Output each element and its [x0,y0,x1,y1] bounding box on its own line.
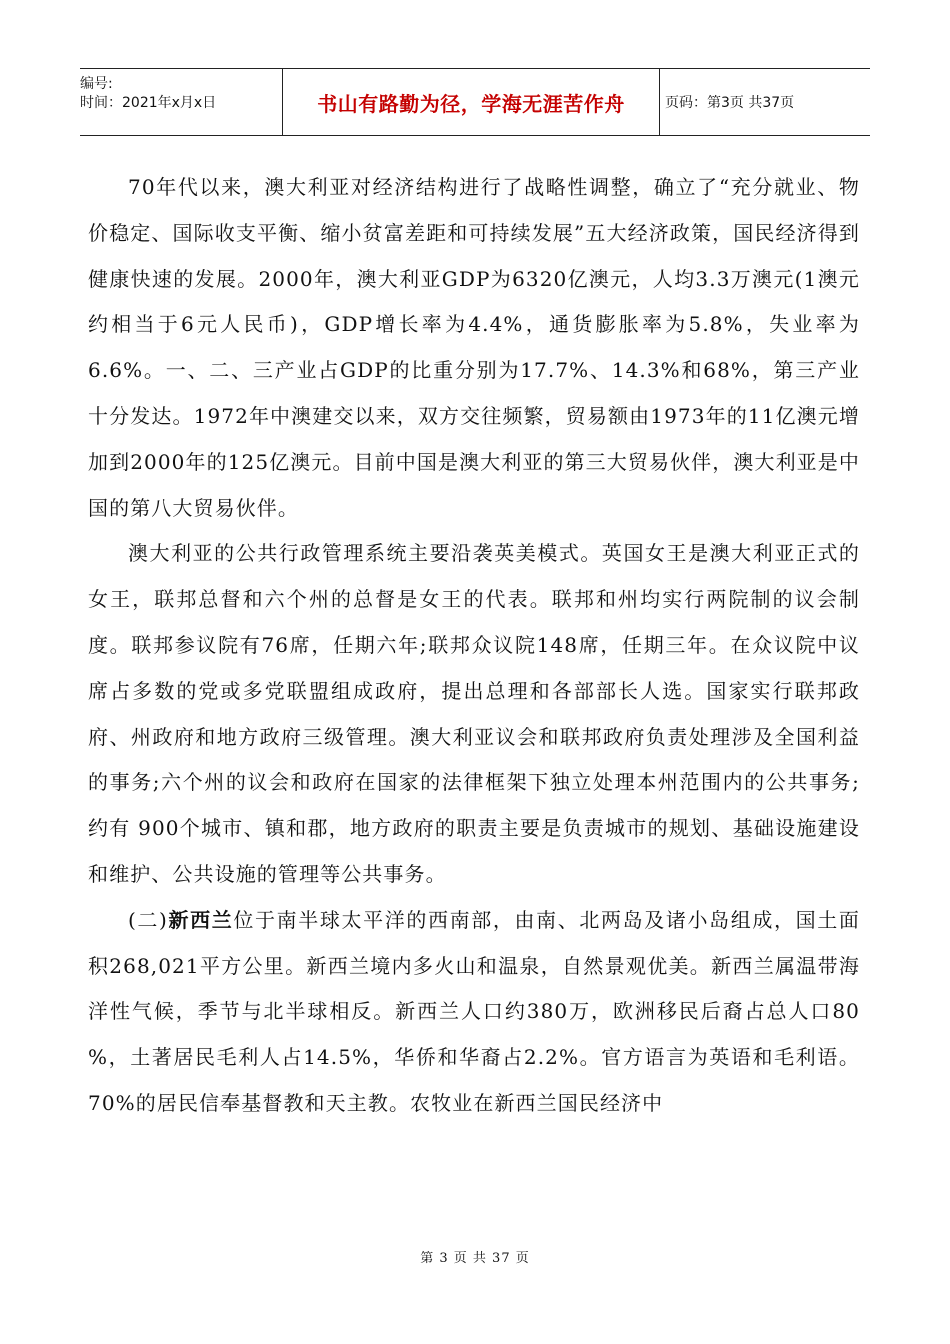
paragraph-australia-economy: 70年代以来，澳大利亚对经济结构进行了战略性调整，确立了“充分就业、物价稳定、国际收支平衡、缩小贫富差距和可持续发展”五大经济政策，国民经济得到健康快速的发展。2000年，澳大利亚GDP为6320亿澳元，人均3.3万澳元(1澳元约相当于6元人民币)，GDP增长率为4.4%，通货膨胀率为5.8%，失业率为6.6%。一、二、三产业占GDP的比重分别为17.7%、14.3%和68%，第三产业十分发达。1972年中澳建交以来，双方交往频繁，贸易额由1973年的11亿澳元增加到2000年的125亿澳元。目前中国是澳大利亚的第三大贸易伙伴，澳大利亚是中国的第八大贸易伙伴。 [88,175,860,520]
header-meta [80,69,280,135]
document-time-label: 时间：2021年x月x日 [80,95,217,111]
document-number-label: 编号: [80,76,113,92]
document-body [88,165,860,1127]
page-header [80,68,870,136]
paragraph-new-zealand [88,898,860,1127]
header-page-info: 页码：第3页 共37页 [665,95,795,111]
paragraph-new-zealand-text: 位于南半球太平洋的西南部，由南、北两岛及诸小岛组成，国土面积268,021平方公里。新西兰境内多火山和温泉，自然景观优美。新西兰属温带海洋性气候，季节与北半球相反。新西兰人口约380万，欧洲移民后裔占总人口80 %，土著居民毛利人占14.5%，华侨和华裔占2.2%。官方语言为英语和毛利语。70%的居民信奉基督教和天主教。农牧业在新西兰国民经济中 [88,907,860,1115]
paragraph-australia-administration: 澳大利亚的公共行政管理系统主要沿袭英美模式。英国女王是澳大利亚正式的女王，联邦总督和六个州的总督是女王的代表。联邦和州均实行两院制的议会制度。联邦参议院有76席，任期六年;联邦众议院148席，任期三年。在众议院中议席占多数的党或多党联盟组成政府，提出总理和各部部长人选。国家实行联邦政府、州政府和地方政府三级管理。澳大利亚议会和联邦政府负责处理涉及全国利益的事务;六个州的议会和政府在国家的法律框架下独立处理本州范围内的公共事务;约有 900个城市、镇和郡，地方政府的职责主要是负责城市的规划、基础设施建设和维护、公共设施的管理等公共事务。 [88,541,860,886]
section-heading-new-zealand: 新西兰 [167,907,234,932]
section-prefix: (二) [128,907,168,932]
page-footer: 第 3 页 共 37 页 [420,1251,530,1266]
header-motto: 书山有路勤为径，学海无涯苦作舟 [282,69,660,135]
